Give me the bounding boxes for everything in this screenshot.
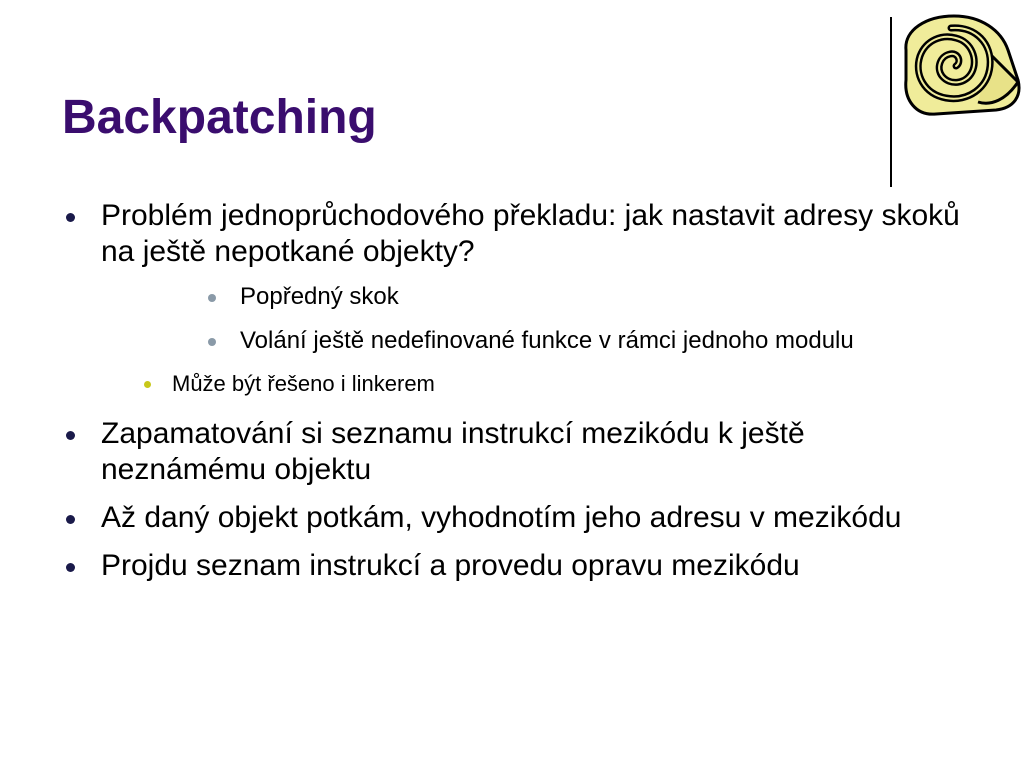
sub-bullet-dot bbox=[208, 338, 216, 346]
bullet-text: Až daný objekt potkám, vyhodnotím jeho adresu v mezikódu bbox=[101, 501, 902, 534]
bullet-dot bbox=[66, 515, 75, 524]
sub-bullet-item bbox=[101, 326, 1024, 356]
sub-bullet-item bbox=[101, 282, 1024, 312]
bullet-list bbox=[0, 198, 1024, 584]
bullet-text: Projdu seznam instrukcí a provedu opravu mezikódu bbox=[101, 549, 800, 582]
sub-bullet-text: Volání ještě nedefinované funkce v rámci jednoho modulu bbox=[240, 327, 854, 354]
scroll-icon bbox=[896, 10, 1024, 120]
bullet-item bbox=[0, 198, 961, 356]
bullet-item bbox=[0, 548, 961, 584]
bullet-text: Problém jednoprůchodového překladu: jak nastavit adresy skoků na ještě nepotkané objekty? bbox=[101, 199, 960, 268]
bullet-item bbox=[0, 500, 961, 536]
bullet-dot bbox=[66, 213, 75, 222]
sub-bullet-list bbox=[101, 282, 961, 356]
sub-sub-bullet-item bbox=[0, 370, 972, 398]
bullet-dot bbox=[66, 431, 75, 440]
sub-sub-bullet-text: Může být řešeno i linkerem bbox=[172, 371, 435, 396]
bullet-text: Zapamatování si seznamu instrukcí mezikódu k ještě neznámému objektu bbox=[101, 417, 805, 486]
sub-bullet-text: Popředný skok bbox=[240, 283, 399, 310]
bullet-item bbox=[0, 416, 961, 488]
bullet-dot bbox=[66, 563, 75, 572]
sub-sub-bullet-dot bbox=[144, 381, 151, 388]
slide-content bbox=[0, 198, 1024, 596]
vertical-divider bbox=[890, 17, 892, 187]
sub-bullet-dot bbox=[208, 294, 216, 302]
slide-title: Backpatching bbox=[62, 91, 377, 144]
